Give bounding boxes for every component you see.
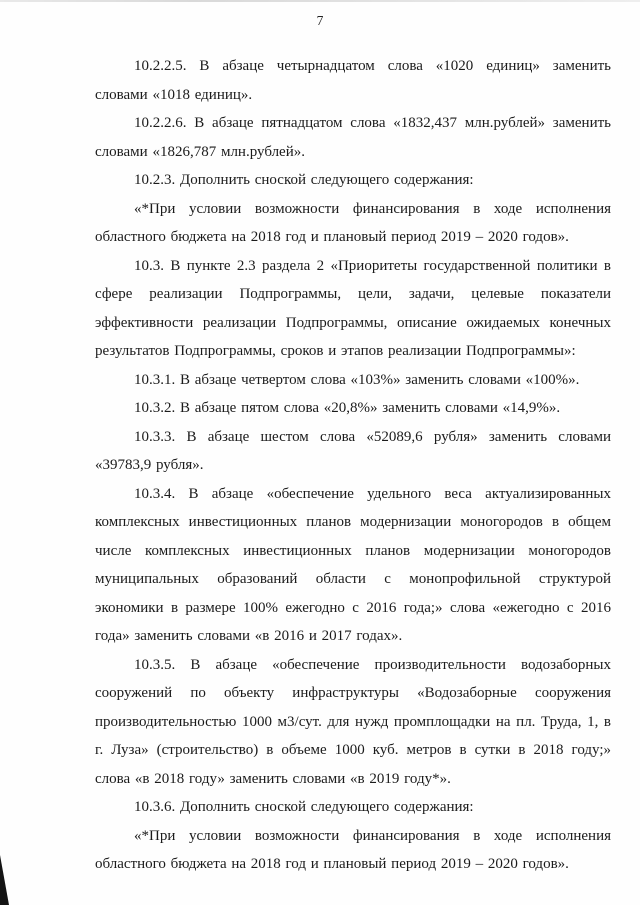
scan-corner-artifact [0, 855, 9, 905]
paragraph: 10.3.4. В абзаце «обеспечение удельного веса актуализированных комплексных инвестиционных планов модернизации моногородов в общем числе комплексных инвестиционных планов модернизации моногородов муниципальных образований области с монопрофильной структурой экономики в размере 100% ежегодно с 2016 года;» слова «ежегодно с 2016 года» заменить словами «в 2016 и 2017 годах». [95, 485, 611, 644]
document-body [95, 52, 611, 879]
paragraph: 10.3. В пункте 2.3 раздела 2 «Приоритеты государственной политики в сфере реализации Подпрограммы, цели, задачи, целевые показатели эффективности реализации Подпрограммы, описание ожидаемых конечных результатов Подпрограммы, сроков и этапов реализации Подпрограммы»: [95, 257, 611, 359]
paragraph: 10.2.3. Дополнить сноской следующего содержания: [134, 172, 474, 188]
paragraph: 10.2.2.6. В абзаце пятнадцатом слова «1832,437 млн.рублей» заменить словами «1826,787 млн.рублей». [95, 115, 611, 160]
paragraph: 10.2.2.5. В абзаце четырнадцатом слова «1020 единиц» заменить словами «1018 единиц». [95, 58, 611, 103]
paragraph: 10.3.3. В абзаце шестом слова «52089,6 рубля» заменить словами «39783,9 рубля». [95, 428, 611, 473]
page-number: 7 [316, 13, 324, 28]
scan-top-edge [0, 0, 640, 2]
paragraph: 10.3.1. В абзаце четвертом слова «103%» заменить словами «100%». [134, 371, 580, 388]
paragraph: «*При условии возможности финансирования в ходе исполнения областного бюджета на 2018 год и плановый период 2019 – 2020 годов». [95, 200, 611, 245]
paragraph: 10.3.5. В абзаце «обеспечение производительности водозаборных сооружений по объекту инфраструктуры «Водозаборные сооружения производительностью 1000 м3/сут. для нужд промплощадки на пл. Труда, 1, в г. Луза» (строительство) в объеме 1000 куб. метров в сутки в 2018 году;» слова «в 2018 году» заменить словами «в 2019 году*». [95, 656, 611, 787]
paragraph: 10.3.2. В абзаце пятом слова «20,8%» заменить словами «14,9%». [134, 400, 561, 416]
paragraph: 10.3.6. Дополнить сноской следующего содержания: [134, 799, 474, 815]
paragraph: «*При условии возможности финансирования в ходе исполнения областного бюджета на 2018 год и плановый период 2019 – 2020 годов». [95, 827, 611, 872]
